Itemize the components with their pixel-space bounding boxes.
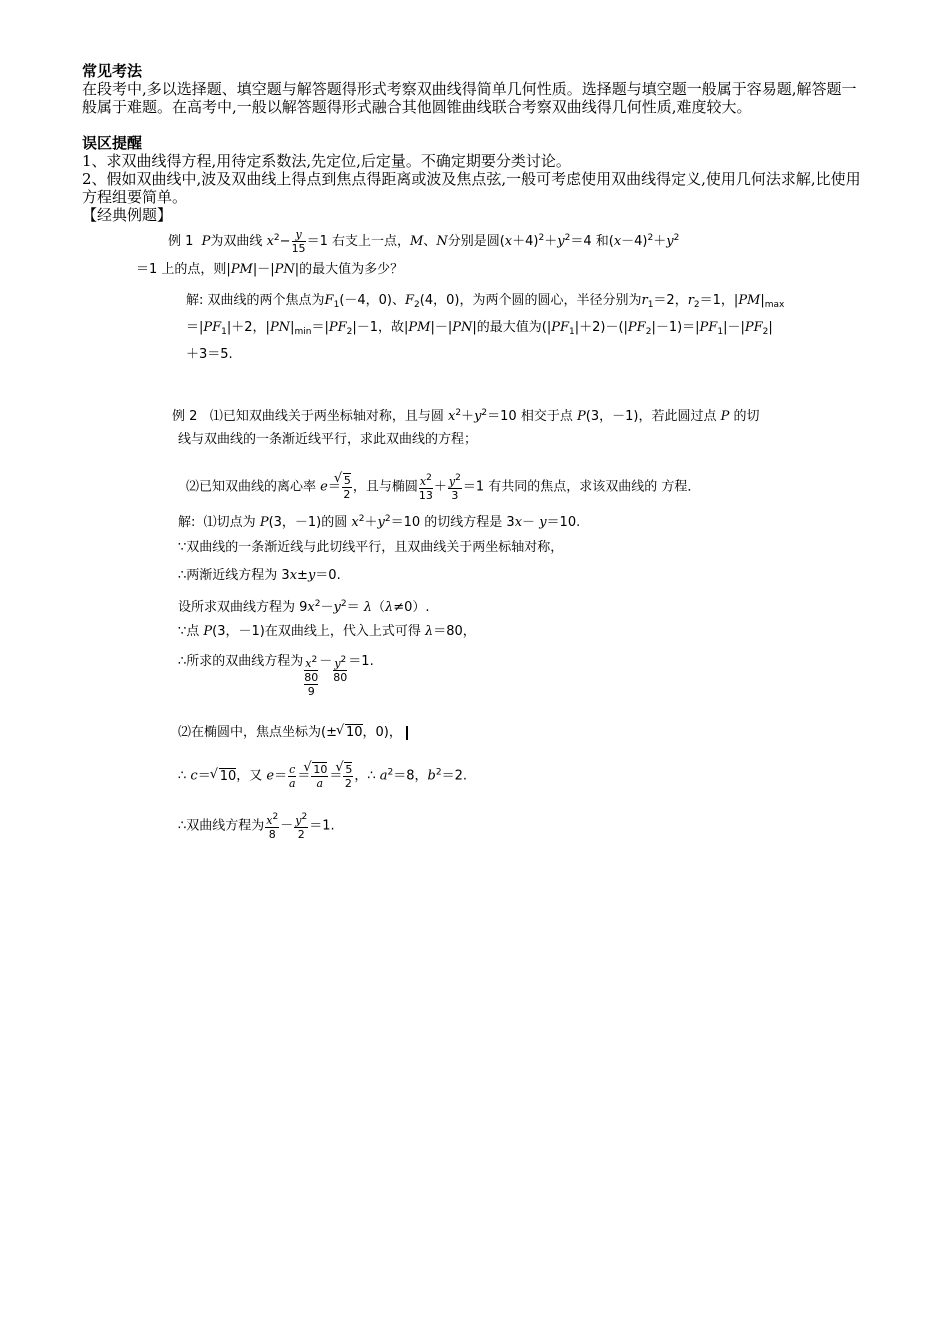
example2-solution-line8: ∴ c＝√ 10，又 e＝ $\frac{c}{a}$ ＝ √ $\frac{10}{a}$ ＝ √ $\frac{5}{2}$ ，∴ $a^2=8$，$b^2=2$.	[178, 762, 467, 790]
example2-question-line1: 例 2 ⑴已知双曲线关于两坐标轴对称，且与圆 $x^2+y^2=10$ 相交于点 P(3，－1)，若此圆过点 P 的切	[172, 408, 760, 424]
example2-question-line3: ⑵已知双曲线的离心率 e＝ √ $\frac{5}{2}$ ，且与椭圆 $\frac{x^2}{13}$ ＋ $\frac{y^2}{3}$ ＝1 有共同的焦点，求该双曲线的 方程．	[186, 472, 700, 502]
example1-question-line1: 例 1 P为双曲线 $x^2-$ $\frac{y}{15}$ ＝1 右支上一点，M、N分别是圆$(x+4)^2+y^2=4$ 和$(x-4)^2+y^2$	[168, 228, 680, 255]
section-heading-examples: 【经典例题】	[82, 206, 173, 224]
example2-solution-line2: ∵双曲线的一条渐近线与此切线平行，且双曲线关于两坐标轴对称，	[178, 540, 564, 555]
example1-question-line2: ＝1 上的点，则|PM|－|PN|的最大值为多少？	[136, 262, 404, 277]
example2-solution-line1: 解: ⑴切点为 P(3，－1)的圆 $x^2+y^2=10$ 的切线方程是 3x－ y＝10.	[178, 514, 581, 530]
pitfall-item-2: 2、假如双曲线中,波及双曲线上得点到焦点得距离或波及焦点弦,一般可考虑使用双曲线得定义,使用几何法求解,比使用方程组要简单。	[82, 170, 861, 206]
section-heading-pitfalls: 误区提醒	[82, 134, 143, 152]
section-heading-common-methods: 常见考法	[82, 62, 143, 80]
example2-label: 例 2	[172, 409, 198, 424]
example1-label: 例 1	[168, 234, 194, 249]
example2-solution-line4: 设所求双曲线方程为 $9x^2-y^2= \lambda(\lambda\ne 0)$.	[178, 599, 430, 615]
example2-solution-line3: ∴两渐近线方程为 3x±y＝0.	[178, 568, 341, 583]
common-methods-paragraph: 在段考中,多以选择题、填空题与解答题得形式考察双曲线得简单几何性质。选择题与填空题一般属于容易题,解答题一般属于难题。在高考中,一般以解答题得形式融合其他圆锥曲线联合考察双曲线得几何性质,难度较大。	[82, 80, 857, 116]
example2-solution-line5: ∵点 P(3，－1)在双曲线上，代入上式可得 λ＝80，	[178, 624, 476, 639]
example2-solution-line6: ∴所求的双曲线方程为 $x^2$ 80 9 － $\frac{y^2}{80}$ ＝1.	[178, 654, 374, 698]
pitfall-item-1: 1、求双曲线得方程,用待定系数法,先定位,后定量。不确定期要分类讨论。	[82, 152, 571, 170]
example2-question-line2: 线与双曲线的一条渐近线平行，求此双曲线的方程；	[178, 432, 478, 447]
example1-answer-line3: ＋3＝5.	[186, 347, 233, 362]
example2-solution-line7: ⑵在椭圆中，焦点坐标为(±√ 10，0)，	[178, 724, 408, 741]
example1-answer-line2: $=|PF_1|+2$，$|PN|_{min}=|PF_2|-1$，故|PM|－|PN|的最大值为$(|PF_1|+2)-(|PF_2|-1)=|PF_1|-|PF_2|$	[186, 320, 773, 337]
example1-answer-line1: 解: 双曲线的两个焦点为$F_1(-4$，0)、$F_2(4$，0)，为两个圆的圆心，半径分别为$r_1=2$，$r_2=1$，$|PM|_{max}$	[186, 293, 785, 310]
example2-solution-line9: ∴双曲线方程为 $\frac{x^2}{8}$ － $\frac{y^2}{2}$ ＝1.	[178, 812, 335, 841]
text-cursor	[406, 726, 408, 740]
